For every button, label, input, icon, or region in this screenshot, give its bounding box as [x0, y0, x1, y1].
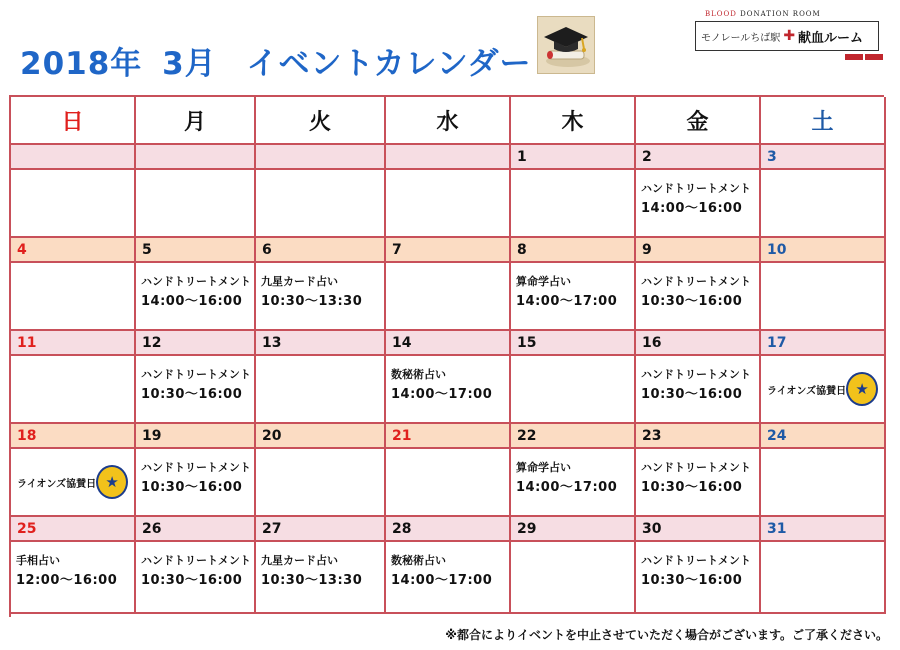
event-cell [136, 542, 256, 614]
event-time: 12:00～16:00 [16, 573, 118, 588]
weekday-header: 金 [636, 97, 761, 145]
event-entry [136, 356, 254, 406]
event-entry [136, 542, 254, 592]
page-title [20, 38, 532, 83]
event-time: 14:00～17:00 [391, 387, 493, 402]
day-number: 7 [386, 238, 511, 263]
event-name: 算命学占い [516, 275, 571, 288]
event-cell [136, 170, 256, 238]
event-name: 数秘術占い [391, 368, 446, 381]
day-number: 31 [761, 517, 886, 542]
event-name: ハンドトリートメント [141, 275, 251, 288]
event-name: 九星カード占い [261, 554, 338, 567]
event-name: 算命学占い [516, 461, 571, 474]
weekday-header: 火 [256, 97, 386, 145]
event-entry [636, 170, 759, 220]
day-number [11, 145, 136, 170]
day-number: 9 [636, 238, 761, 263]
event-cell [11, 356, 136, 424]
event-cell [11, 263, 136, 331]
event-calendar [9, 95, 884, 617]
donation-room-logo [695, 10, 885, 72]
event-entry [511, 263, 634, 313]
day-number [386, 145, 511, 170]
event-entry [386, 542, 509, 592]
event-cell [136, 449, 256, 517]
day-number [256, 145, 386, 170]
event-cell [386, 263, 511, 331]
event-cell [511, 449, 636, 517]
event-cell [386, 449, 511, 517]
event-entry [136, 449, 254, 499]
day-number: 18 [11, 424, 136, 449]
day-number: 22 [511, 424, 636, 449]
day-number: 23 [636, 424, 761, 449]
event-name: 手相占い [16, 554, 60, 567]
day-number: 3 [761, 145, 886, 170]
event-cell [256, 263, 386, 331]
event-name: ハンドトリートメント [641, 461, 751, 474]
day-number: 25 [11, 517, 136, 542]
event-cell [511, 170, 636, 238]
logo-mark [865, 54, 883, 60]
event-time: 10:30～16:00 [141, 387, 243, 402]
weekday-header: 水 [386, 97, 511, 145]
event-cell [11, 542, 136, 614]
event-cell [761, 263, 886, 331]
event-entry [636, 542, 759, 592]
day-number: 1 [511, 145, 636, 170]
event-cell [256, 170, 386, 238]
event-cell [256, 449, 386, 517]
event-entry [636, 449, 759, 499]
event-cell [636, 542, 761, 614]
event-time: 10:30～16:00 [141, 480, 243, 495]
event-name: ハンドトリートメント [641, 554, 751, 567]
event-cell [11, 449, 136, 517]
red-cross-icon: ✚ [783, 28, 796, 44]
day-number: 17 [761, 331, 886, 356]
event-time: 14:00～17:00 [516, 294, 618, 309]
weekday-header: 土 [761, 97, 886, 145]
day-number: 12 [136, 331, 256, 356]
logo-mark [845, 54, 863, 60]
cancellation-note: ※都合によりイベントを中止させていただく場合がございます。ご了承ください。 [445, 628, 888, 642]
day-number: 27 [256, 517, 386, 542]
day-number: 28 [386, 517, 511, 542]
event-entry [636, 263, 759, 313]
day-number: 20 [256, 424, 386, 449]
event-cell [761, 449, 886, 517]
lions-club-emblem: ★ [96, 465, 128, 499]
event-time: 10:30～16:00 [141, 573, 243, 588]
day-number: 10 [761, 238, 886, 263]
weekday-header: 木 [511, 97, 636, 145]
lions-club-emblem: ★ [846, 372, 878, 406]
event-name: ハンドトリートメント [141, 461, 251, 474]
day-number: 30 [636, 517, 761, 542]
day-number: 16 [636, 331, 761, 356]
logo-station: モノレールちば駅 [701, 32, 781, 44]
event-time: 10:30～16:00 [641, 573, 743, 588]
event-entry [386, 356, 509, 406]
day-number [136, 145, 256, 170]
event-cell [386, 356, 511, 424]
event-name: 九星カード占い [261, 275, 338, 288]
day-number: 11 [11, 331, 136, 356]
day-number: 6 [256, 238, 386, 263]
logo-room: 献血ルーム [798, 30, 864, 46]
event-time: 10:30～13:30 [261, 573, 363, 588]
lions-event [11, 449, 134, 515]
event-time: 10:30～16:00 [641, 480, 743, 495]
event-cell [11, 170, 136, 238]
title-year: 2018年 [20, 46, 143, 82]
title-month: 3月 [162, 46, 217, 82]
event-cell [761, 542, 886, 614]
event-entry [256, 542, 384, 592]
day-number: 4 [11, 238, 136, 263]
event-time: 14:00～17:00 [516, 480, 618, 495]
event-entry [256, 263, 384, 313]
event-time: 10:30～13:30 [261, 294, 363, 309]
event-name: ハンドトリートメント [641, 368, 751, 381]
weekday-header: 月 [136, 97, 256, 145]
day-number: 15 [511, 331, 636, 356]
logo-box [695, 21, 879, 51]
event-cell [386, 170, 511, 238]
event-cell [256, 356, 386, 424]
event-cell [511, 356, 636, 424]
event-name: ライオンズ協賛日 [17, 478, 97, 490]
event-entry [11, 542, 134, 592]
day-number: 13 [256, 331, 386, 356]
event-time: 10:30～16:00 [641, 294, 743, 309]
day-number: 19 [136, 424, 256, 449]
event-time: 14:00～16:00 [641, 201, 743, 216]
event-cell [636, 449, 761, 517]
event-name: 数秘術占い [391, 554, 446, 567]
event-name: ハンドトリートメント [141, 554, 251, 567]
event-cell [636, 356, 761, 424]
logo-english: BLOOD DONATION ROOM [705, 10, 821, 18]
event-cell [511, 263, 636, 331]
day-number: 29 [511, 517, 636, 542]
event-time: 14:00～17:00 [391, 573, 493, 588]
event-name: ハンドトリートメント [641, 275, 751, 288]
day-number: 24 [761, 424, 886, 449]
event-name: ハンドトリートメント [141, 368, 251, 381]
event-cell [386, 542, 511, 614]
lions-event [761, 356, 884, 422]
event-time: 10:30～16:00 [641, 387, 743, 402]
event-time: 14:00～16:00 [141, 294, 243, 309]
weekday-header: 日 [11, 97, 136, 145]
event-cell [636, 263, 761, 331]
title-name: イベントカレンダー [246, 46, 532, 82]
day-number: 2 [636, 145, 761, 170]
event-cell [136, 263, 256, 331]
event-entry [511, 449, 634, 499]
day-number: 8 [511, 238, 636, 263]
event-cell [636, 170, 761, 238]
graduation-cap-icon [537, 16, 595, 74]
event-cell [761, 170, 886, 238]
event-entry [136, 263, 254, 313]
day-number: 26 [136, 517, 256, 542]
day-number: 21 [386, 424, 511, 449]
day-number: 14 [386, 331, 511, 356]
event-cell [761, 356, 886, 424]
event-cell [136, 356, 256, 424]
event-name: ハンドトリートメント [641, 182, 751, 195]
event-entry [636, 356, 759, 406]
event-name: ライオンズ協賛日 [767, 385, 847, 397]
event-cell [256, 542, 386, 614]
event-cell [511, 542, 636, 614]
day-number: 5 [136, 238, 256, 263]
